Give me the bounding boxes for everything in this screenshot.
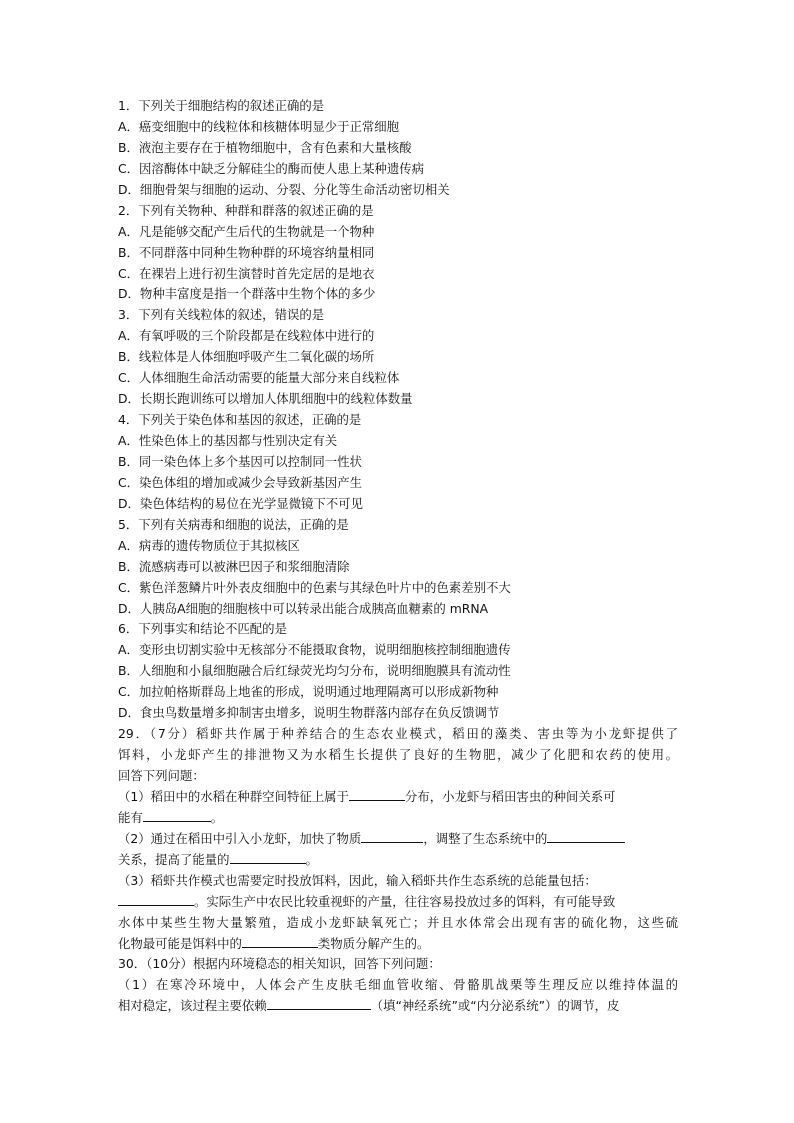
q29-part2-line-1 — [118, 829, 678, 850]
q29-intro-line-3: 回答下列问题： — [118, 768, 205, 783]
q29-part1-line-1 — [118, 787, 678, 808]
q3-option-b: B．线粒体是人体细胞呼吸产生二氧化碳的场所 — [118, 349, 375, 365]
q29-part3-text-e: 类物质分解产生的。 — [317, 935, 430, 951]
q1-stem: 1．下列关于细胞结构的叙述正确的是 — [118, 98, 325, 113]
q29-part2-text-a: （2）通过在稻田中引入小龙虾，加快了物质 — [118, 830, 362, 846]
q29-part3-line-3: 水体中某些生物大量繁殖，造成小龙虾缺氧死亡；并且水体常会出现有害的硫化物，这些硫 — [118, 914, 678, 930]
q29-part3-text-b: 。实际生产中农民比较重视虾的产量，往往容易投放过多的饵料，有可能导致 — [194, 893, 616, 909]
q5-option-c: C．紫色洋葱鳞片叶外表皮细胞中的色素与其绿色叶片中的色素差别不大 — [118, 579, 511, 595]
q6-option-d: D．食虫鸟数量增多抑制害虫增多，说明生物群落内部存在负反馈调节 — [118, 705, 500, 721]
answer-blank[interactable] — [267, 996, 371, 1010]
q29-part3-line-2 — [118, 892, 678, 913]
q30-part1-text-b: 相对稳定，该过程主要依赖 — [118, 998, 267, 1014]
q29-part1-text-b: 分布，小龙虾与稻田害虫的种间关系可 — [404, 788, 616, 804]
q1-option-d: D．细胞骨架与细胞的运动、分裂、分化等生命活动密切相关 — [118, 181, 450, 197]
q29-part2-text-b: ，调整了生态系统中的 — [423, 830, 548, 846]
answer-blank[interactable] — [547, 829, 625, 843]
q29-part1-line-2 — [118, 808, 678, 829]
q2-option-a: A．凡是能够交配产生后代的生物就是一个物种 — [118, 223, 375, 239]
q2-stem: 2．下列有关物种、种群和群落的叙述正确的是 — [118, 202, 374, 218]
q6-option-a: A．变形虫切割实验中无核部分不能摄取食物，说明细胞核控制细胞遗传 — [118, 642, 511, 658]
q5-option-d: D．人胰岛A细胞的细胞核中可以转录出能合成胰高血糖素的 mRNA — [118, 600, 489, 616]
exam-page — [118, 96, 678, 1017]
q29-part3-text-d: 化物最可能是饵料中的 — [118, 935, 242, 951]
q6-option-b: B．人细胞和小鼠细胞融合后红绿荧光均匀分布，说明细胞膜具有流动性 — [118, 663, 511, 679]
q4-option-b: B．同一染色体上多个基因可以控制同一性状 — [118, 453, 362, 469]
q4-stem: 4．下列关于染色体和基因的叙述，正确的是 — [118, 412, 362, 428]
answer-blank[interactable] — [349, 787, 405, 801]
q5-option-b: B．流感病毒可以被淋巴因子和浆细胞清除 — [118, 558, 350, 574]
q29-part3-line-4 — [118, 934, 678, 955]
q29-intro-line-1: 29．（7分）稻虾共作属于种养结合的生态农业模式，稻田的藻类、害虫等为小龙虾提供了 — [118, 726, 678, 742]
q3-stem: 3．下列有关线粒体的叙述，错误的是 — [118, 307, 325, 323]
q30-part1-line-1: （1）在寒冷环境中，人体会产生皮肤毛细血管收缩、骨骼肌战栗等生理反应以维持体温的 — [118, 977, 678, 993]
q29-part3-line-1: （3）稻虾共作模式也需要定时投放饵料，因此，输入稻虾共作生态系统的总能量包括： — [118, 872, 597, 888]
q1-option-a: A．癌变细胞中的线粒体和核糖体明显少于正常细胞 — [118, 118, 400, 134]
q6-stem: 6．下列事实和结论不匹配的是 — [118, 621, 287, 637]
q4-option-d: D．染色体结构的易位在光学显微镜下不可见 — [118, 495, 363, 511]
q30-intro: 30．（10分）根据内环境稳态的相关知识，回答下列问题： — [118, 956, 441, 972]
q3-option-c: C．人体细胞生命活动需要的能量大部分来自线粒体 — [118, 370, 400, 386]
q30-part1-line-2 — [118, 996, 678, 1017]
q1-option-c: C．因溶酶体中缺乏分解硅尘的酶而使人患上某种遗传病 — [118, 160, 425, 176]
answer-blank[interactable] — [143, 808, 211, 822]
q29-part2-text-d: 。 — [305, 851, 318, 867]
q2-option-d: D．物种丰富度是指一个群落中生物个体的多少 — [118, 286, 376, 302]
q29-part1-text-a: （1）稻田中的水稻在种群空间特征上属于 — [118, 788, 349, 804]
q4-option-c: C．染色体组的增加或减少会导致新基因产生 — [118, 474, 363, 490]
answer-blank[interactable] — [361, 829, 423, 843]
q1-option-b: B．液泡主要存在于植物细胞中，含有色素和大量核酸 — [118, 139, 412, 155]
answer-blank[interactable] — [118, 892, 194, 906]
q29-intro-line-2: 饵料，小龙虾产生的排泄物又为水稻生长提供了良好的生物肥，减少了化肥和农药的使用。 — [118, 747, 678, 763]
q4-option-a: A．性染色体上的基因都与性别决定有关 — [118, 433, 338, 448]
q3-option-a: A．有氧呼吸的三个阶段都是在线粒体中进行的 — [118, 328, 375, 344]
q2-option-b: B．不同群落中同种生物种群的环境容纳量相同 — [118, 244, 375, 260]
answer-blank[interactable] — [230, 850, 306, 864]
q29-part1-text-c: 能有 — [118, 809, 143, 825]
q5-option-a: A．病毒的遗传物质位于其拟核区 — [118, 537, 300, 553]
answer-blank[interactable] — [242, 934, 318, 948]
q6-option-c: C．加拉帕格斯群岛上地雀的形成，说明通过地理隔离可以形成新物种 — [118, 684, 499, 700]
q29-part2-text-c: 关系，提高了能量的 — [118, 851, 230, 867]
q29-part1-text-d: 。 — [210, 809, 224, 825]
q30-part1-text-c: （填“神经系统”或“内分泌系统”）的调节，皮 — [370, 998, 620, 1014]
q5-stem: 5．下列有关病毒和细胞的说法，正确的是 — [118, 516, 349, 532]
q3-option-d: D．长期长跑训练可以增加人体肌细胞中的线粒体数量 — [118, 391, 413, 407]
q2-option-c: C．在裸岩上进行初生演替时首先定居的是地衣 — [118, 265, 375, 281]
q29-part2-line-2 — [118, 850, 678, 871]
